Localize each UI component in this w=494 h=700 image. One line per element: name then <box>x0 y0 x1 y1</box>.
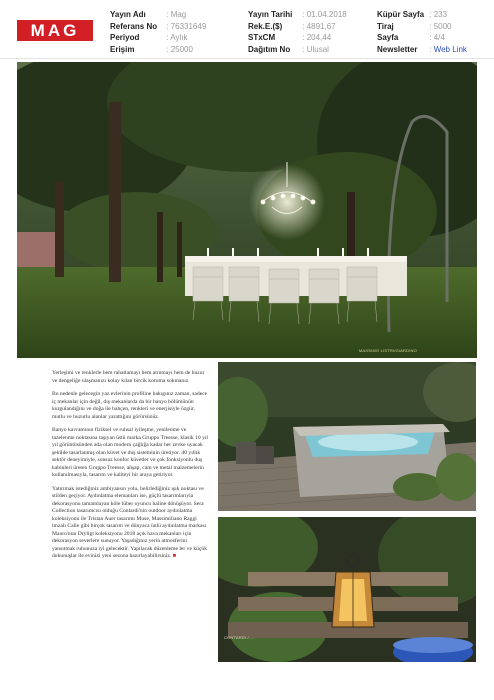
meta-label: Sayfa <box>377 33 399 43</box>
clipping-header <box>0 0 494 58</box>
meta-value: : 76331649 <box>166 21 207 31</box>
meta-row <box>248 32 347 44</box>
meta-value: : Web Link <box>429 44 467 54</box>
article-paragraph: Yerleşimi ve renklerle hem rahatlamayı hem arınmayı hem de huzur ve dengeliğe ulaşmanızı kolay kılan bircik koruma sokmanız. <box>52 370 205 384</box>
hero-photo-credit: MASSIMO LISTRI/GIARDINO <box>359 348 417 353</box>
meta-value-text: 25000 <box>170 44 193 54</box>
hero-photo-garden-dining <box>17 62 477 358</box>
meta-value-text: Mag <box>170 10 187 19</box>
meta-label: Newsletter <box>377 44 418 54</box>
meta-label: Dağıtım No <box>248 44 291 54</box>
meta-value-text: 4891,67 <box>306 21 336 31</box>
meta-column-2 <box>248 9 347 55</box>
meta-row <box>377 21 467 33</box>
article-paragraph: Banyo kavramının fiziksel ve ruhsal iyileşme, yenilenme ve tazelenme noktasına taşıyan üstü marka Gruppo Treesse, klasik 10 yıl yıl görüntüsünden ada olan modern çağlığa kadar her zevke uyacak şekilde tasarlanmış olan küvet ve duş sisteminin üretiyor. 40 yıllık sektör deneyimiyle, sonsuz konfor küvetler ve çok fonksiyonlu duş kabinleri üreten Gruppo Treesse, ahşap, cam ve metal malzemelerin kullanılmasıyla, tasarım ve kaliteyi bir araya getiriyor. <box>52 427 208 478</box>
meta-row <box>248 9 347 21</box>
meta-value: : Mag <box>166 10 187 19</box>
header-divider <box>0 58 494 59</box>
meta-row <box>248 21 347 33</box>
hot-tub-photo <box>218 362 476 511</box>
meta-row <box>110 9 206 21</box>
garden-lantern-illustration <box>218 517 476 662</box>
meta-value: : 4891,67 <box>302 21 336 31</box>
meta-value-text: 5000 <box>433 21 452 31</box>
meta-value: : 5000 <box>429 21 452 31</box>
meta-label: Rek.E.($) <box>248 21 283 31</box>
meta-value-text: 76331649 <box>170 21 207 31</box>
meta-column-3 <box>377 9 467 55</box>
meta-column-1 <box>110 9 206 55</box>
meta-label: Yayın Tarihi <box>248 10 293 19</box>
garden-lantern-photo <box>218 517 476 662</box>
meta-value-text: 204,44 <box>306 33 332 43</box>
article-paragraph-text: Yatırımak istediğiniz ambiyansın yolu, belirlediğiniz ışık noktası ve stilden geçiyor. Aydınlatma elemanları ise, güçlü tasarımlarıyla dekorasyonu tamamlayan köle lüber oyuncu haline dönüşüyor. Sera Collection tasarımcısı olduğu Contardi'nin outdoor aydınlatma koleksiyonu ile Tristan Auer tasarımı Muse, Massimiliano Raggi imzalı Calle gibi birçok tasarım ve dünyaca ünlü aydınlatma markası Mauro'nun Dryligt koleksiyonu 2018 açık hava mekanları için dekorasyon severlere sunuyor. Yaşadığınız yerin atmosferini yansıtmak ruhunuza iyi gelecektir. Yapılacak düzenleme ler ve küçük dokunuşlar ile evinizi yeni sezona hazırlayabilirsiniz. <box>52 485 208 559</box>
meta-value-text: 233 <box>433 10 448 19</box>
meta-row <box>248 44 347 56</box>
meta-row <box>110 32 206 44</box>
web-link[interactable]: Web Link <box>433 44 467 54</box>
meta-value: : 233 <box>429 10 448 19</box>
meta-value: : 204,44 <box>302 33 332 43</box>
meta-value-text: Aylık <box>170 33 188 43</box>
meta-row <box>377 9 467 21</box>
meta-label: STxCM <box>248 33 276 43</box>
meta-label: Erişim <box>110 44 135 54</box>
meta-label: Tiraj <box>377 21 394 31</box>
meta-value: : 4/4 <box>429 33 445 43</box>
meta-row <box>377 32 467 44</box>
article-paragraph: Bu nedenle gelecegin yaz evlerinin profiline bakıgınız zaman, sadece iç mekanlar için değil, dış mekanlarda da bir banyo bölümünün kurgulandığını ve doğa ile bahçen, renkleri ve enerjisiyle özgür, mutlu ve huzurlu alanlar yarattığını görürsünüz. <box>52 391 208 420</box>
meta-row <box>110 21 206 33</box>
meta-value: : 25000 <box>166 44 193 54</box>
meta-value-text: Ulusal <box>306 44 329 54</box>
article-body <box>52 370 208 567</box>
article-end-mark: ■ <box>172 553 177 559</box>
meta-label: Referans No <box>110 21 158 31</box>
meta-row <box>110 44 206 56</box>
bottom-photo-credit: CONTARDI / ... <box>224 635 255 640</box>
meta-label: Küpür Sayfa <box>377 10 425 19</box>
hero-photo-illustration <box>17 62 477 358</box>
meta-value-text: 4/4 <box>433 33 445 43</box>
mag-logo: MAG <box>17 20 93 41</box>
hot-tub-illustration <box>218 362 476 511</box>
meta-value-text: 01.04.2018 <box>306 10 347 19</box>
meta-value: : 01.04.2018 <box>302 10 347 19</box>
meta-value: : Aylık <box>166 33 188 43</box>
meta-label: Yayın Adı <box>110 10 146 19</box>
meta-row <box>377 44 467 56</box>
meta-value: : Ulusal <box>302 44 329 54</box>
article-paragraph <box>52 486 208 561</box>
meta-label: Periyod <box>110 33 140 43</box>
